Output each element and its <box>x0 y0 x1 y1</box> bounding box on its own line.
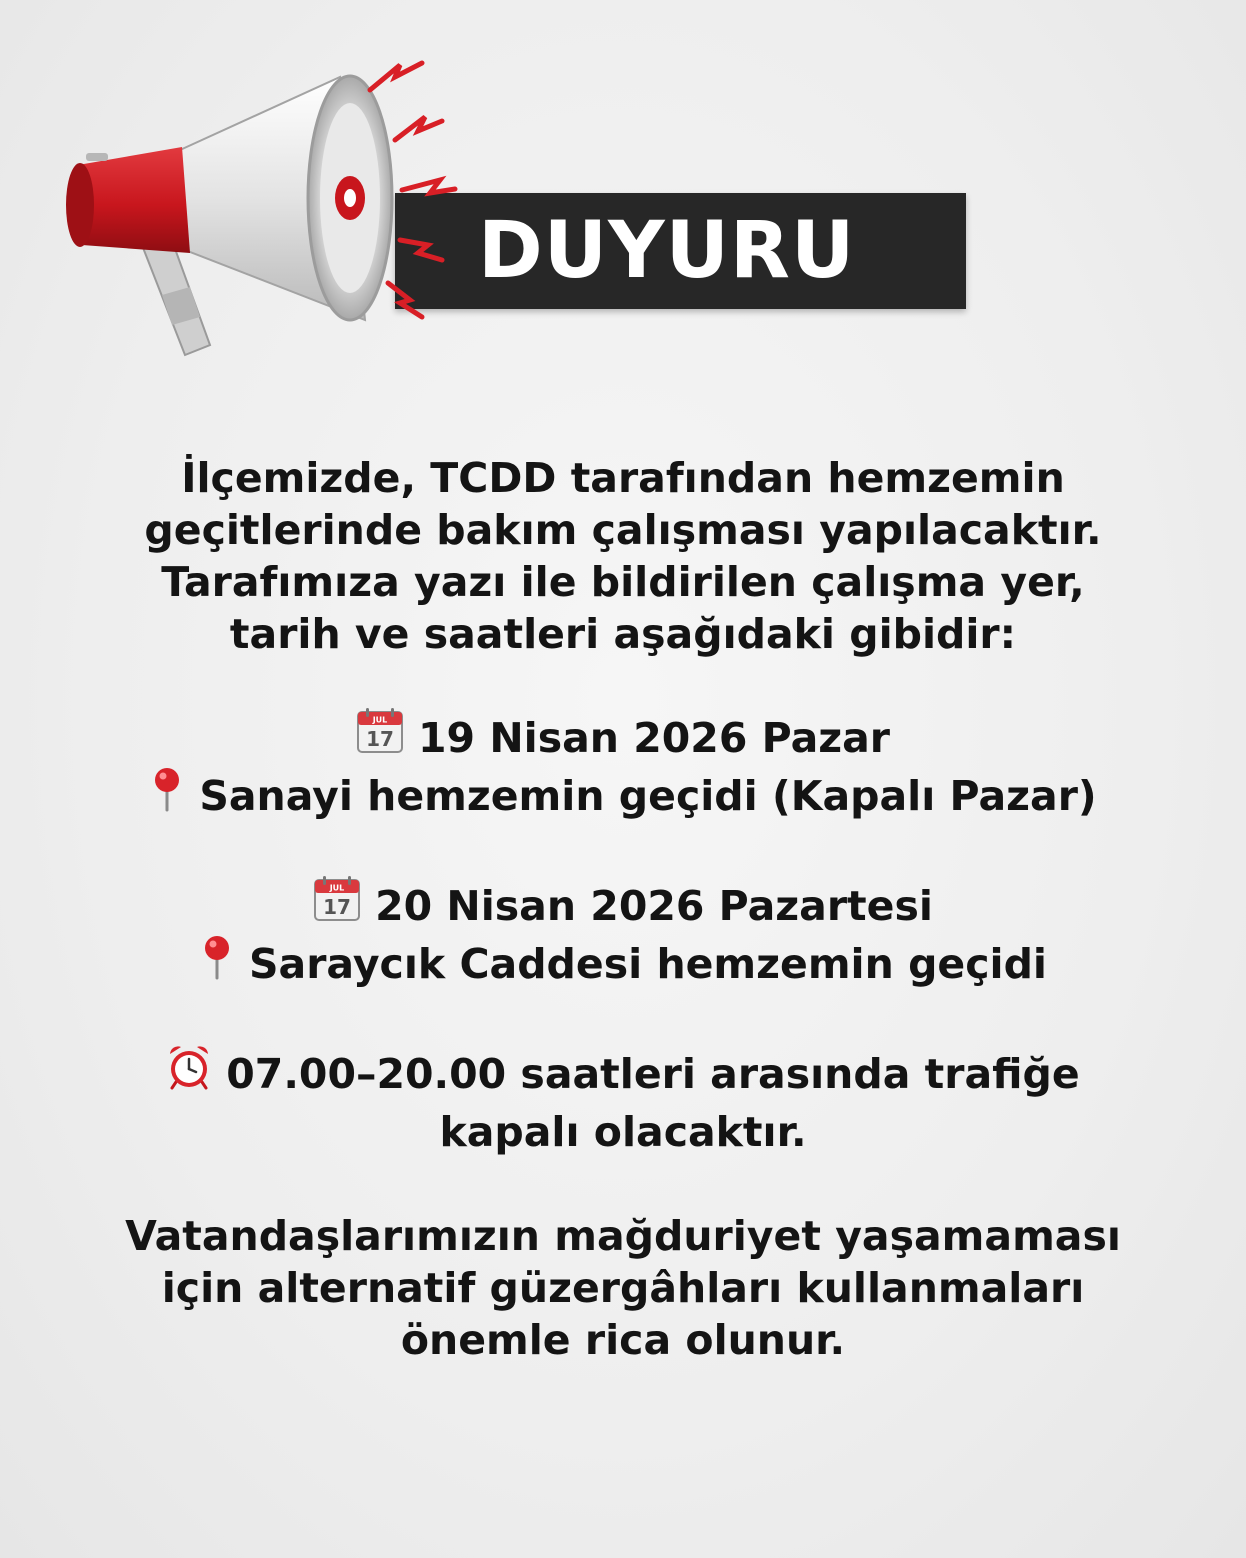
time-line: kapalı olacaktır. <box>439 1108 807 1156</box>
entry-place-line <box>60 938 1186 996</box>
intro-line: Tarafımıza yazı ile bildirilen çalışma yer, <box>161 558 1085 606</box>
intro-paragraph <box>60 452 1186 660</box>
closing-line: Vatandaşlarımızın mağduriyet yaşamaması <box>125 1212 1121 1260</box>
calendar-month-text: JUL <box>372 715 388 725</box>
announcement-header <box>0 0 1246 400</box>
closing-line: için alternatif güzergâhları kullanmaları <box>161 1264 1085 1312</box>
megaphone-icon <box>50 55 470 375</box>
time-line <box>60 1048 1186 1106</box>
announcement-title: DUYURU <box>478 206 856 296</box>
time-text: 07.00–20.00 saatleri arasında trafiğe <box>226 1050 1080 1098</box>
round-pushpin-icon <box>149 766 185 824</box>
entry-place-line <box>60 770 1186 828</box>
alarm-clock-icon <box>166 1044 212 1102</box>
entry-date: 19 Nisan 2026 Pazar <box>418 714 890 762</box>
announcement-body <box>60 452 1186 1366</box>
entry-place: Saraycık Caddesi hemzemin geçidi <box>249 940 1047 988</box>
intro-line: tarih ve saatleri aşağıdaki gibidir: <box>229 610 1017 658</box>
calendar-icon <box>356 708 404 766</box>
calendar-icon <box>313 876 361 934</box>
entry-date-line <box>60 712 1186 770</box>
calendar-day-text: 17 <box>366 727 394 751</box>
entry-place: Sanayi hemzemin geçidi (Kapalı Pazar) <box>199 772 1097 820</box>
calendar-day-text: 17 <box>323 895 351 919</box>
schedule-entry-2 <box>60 880 1186 996</box>
calendar-month-text: JUL <box>329 883 345 893</box>
round-pushpin-icon <box>199 934 235 992</box>
intro-line: İlçemizde, TCDD tarafından hemzemin <box>181 454 1065 502</box>
closing-paragraph <box>60 1210 1186 1366</box>
intro-line: geçitlerinde bakım çalışması yapılacaktır. <box>144 506 1102 554</box>
entry-date: 20 Nisan 2026 Pazartesi <box>375 882 933 930</box>
schedule-entry-1 <box>60 712 1186 828</box>
time-paragraph <box>60 1048 1186 1158</box>
entry-date-line <box>60 880 1186 938</box>
closing-line: önemle rica olunur. <box>400 1316 846 1364</box>
